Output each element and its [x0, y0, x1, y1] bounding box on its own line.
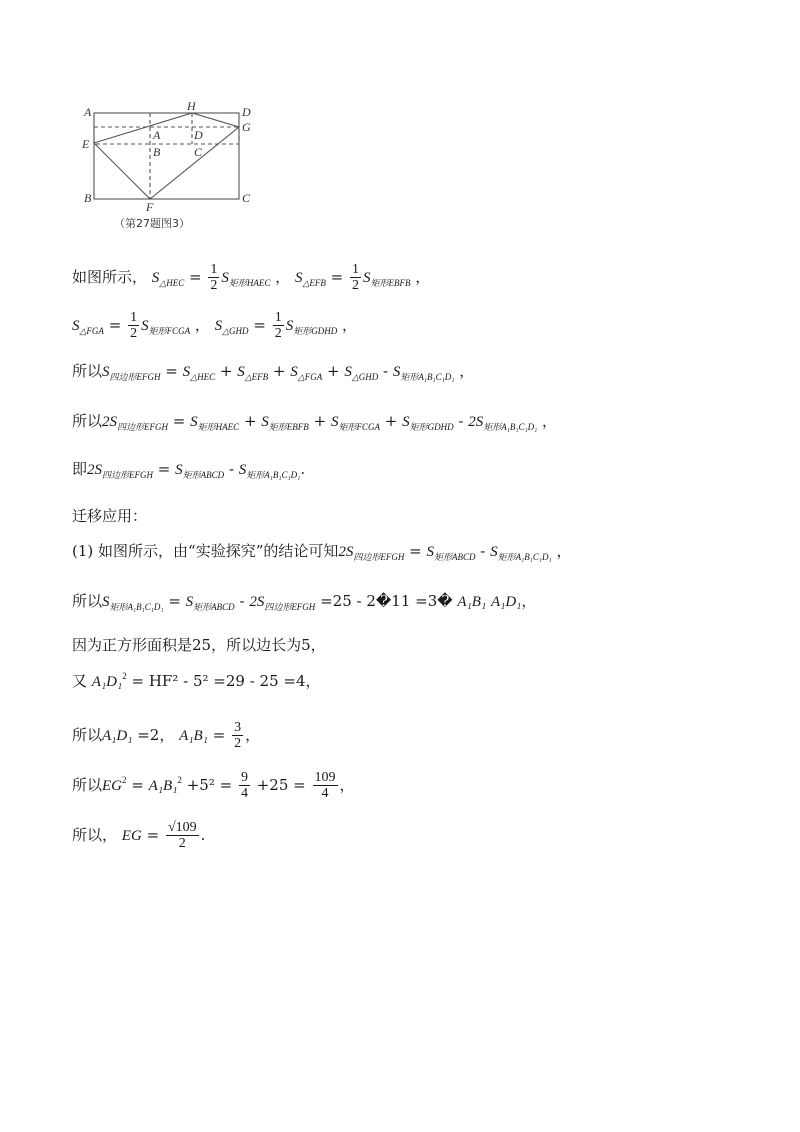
- math-symbol: S: [345, 544, 354, 560]
- label-A1: A: [153, 128, 161, 142]
- formula-line-11: [72, 720, 260, 752]
- math-symbol: S: [109, 414, 118, 430]
- suoyi-text: 所以: [72, 725, 103, 744]
- numerator: √109: [167, 820, 197, 835]
- exponent: 2: [177, 774, 182, 785]
- equals: =: [330, 267, 344, 286]
- you-text: 又: [72, 672, 88, 690]
- suoyi-text: 所以: [72, 775, 103, 794]
- label-H: H: [187, 99, 196, 113]
- fraction: [313, 770, 338, 802]
- math-symbol: S: [175, 462, 183, 478]
- fraction: [273, 310, 284, 342]
- label-E: E: [82, 137, 90, 151]
- geometry-figure: [70, 96, 260, 242]
- subscript: 矩形A₁B₁C₁D₁: [400, 372, 455, 382]
- math-symbol: S: [151, 269, 160, 286]
- math-symbol: S: [190, 414, 198, 430]
- numerator: 1: [274, 310, 282, 325]
- formula-line-1: [72, 262, 430, 294]
- equals: =: [131, 775, 144, 794]
- math-symbol: S: [237, 364, 245, 380]
- denominator: 2: [234, 736, 242, 752]
- equals: =: [168, 592, 181, 610]
- math-symbol: S: [185, 594, 194, 610]
- plus: +: [272, 362, 286, 380]
- label-B: B: [84, 191, 92, 205]
- label-C1: C: [194, 145, 203, 159]
- numerator: 1: [352, 262, 359, 277]
- formula-line-10: [72, 670, 321, 691]
- numerator: 1: [210, 262, 218, 277]
- minus: -: [480, 542, 486, 560]
- coefficient: 2: [338, 544, 346, 560]
- equals: =: [108, 315, 122, 334]
- denominator: 4: [240, 786, 248, 802]
- comma: ，: [459, 362, 475, 380]
- subscript: △EFB: [302, 277, 326, 288]
- quadrilateral-EFGH: [94, 113, 239, 199]
- minus: -: [228, 460, 235, 478]
- plus: +: [384, 412, 398, 430]
- suoyi-text: 所以: [72, 592, 103, 610]
- math-symbol: S: [102, 594, 110, 610]
- problem-text: 如图所示，由“实验探究”的结论可知: [98, 542, 339, 560]
- label-F: F: [146, 200, 154, 214]
- plus: +: [313, 412, 327, 430]
- subscript: 矩形GDHD: [293, 325, 338, 336]
- math-symbol: S: [330, 414, 339, 430]
- plus: +: [243, 412, 257, 430]
- comma: ，: [245, 725, 261, 744]
- subscript: △GHD: [351, 372, 379, 382]
- math-symbol: S: [402, 414, 410, 430]
- label-A: A: [84, 105, 92, 119]
- formula-line-2: [72, 310, 357, 342]
- math-symbol: S: [290, 364, 298, 380]
- equation-tail: = HF² - 5² =29 - 25 =4: [131, 672, 306, 690]
- minus: -: [239, 592, 245, 610]
- math-symbol: S: [261, 414, 269, 430]
- comma: ，: [339, 775, 355, 794]
- fraction: [350, 262, 361, 294]
- subscript: 四边形EFGH: [109, 372, 161, 382]
- math-symbol: S: [102, 364, 110, 380]
- figure-caption: （第27题图3）: [114, 217, 190, 230]
- equals: =: [212, 725, 226, 744]
- equals: =: [172, 412, 186, 430]
- rectangle-A1B1C1D1: [94, 127, 239, 144]
- subscript: 矩形HAEC: [228, 277, 271, 288]
- math-symbol: S: [426, 544, 435, 560]
- exponent: 2: [122, 774, 127, 785]
- math-symbol: S: [285, 317, 294, 334]
- formula-line-8: [72, 590, 536, 613]
- numerator: 3: [234, 720, 242, 735]
- subscript: 矩形FCGA: [148, 325, 191, 336]
- math-symbol: S: [72, 317, 80, 334]
- subscript: 四边形EFGH: [102, 470, 154, 480]
- segment-A1D1: A₁D₁: [490, 594, 522, 610]
- fraction: [166, 820, 199, 852]
- section-heading: 迁移应用：: [72, 507, 148, 525]
- denominator: 2: [210, 278, 218, 294]
- label-D: D: [242, 105, 251, 119]
- subscript: 四边形EFGH: [117, 422, 169, 432]
- denominator: 2: [130, 326, 138, 342]
- subscript: △FGA: [79, 325, 104, 336]
- comma: ，: [305, 672, 321, 690]
- coefficient: 2: [249, 594, 257, 610]
- math-symbol: S: [344, 364, 352, 380]
- ji-text: 即: [72, 460, 88, 478]
- subscript: △HEC: [159, 277, 185, 288]
- comma: ，: [194, 315, 210, 334]
- equals: =: [146, 825, 160, 844]
- label-C: C: [242, 191, 251, 205]
- exponent: 2: [122, 671, 127, 681]
- fraction: [239, 770, 250, 802]
- plus: +: [219, 362, 233, 380]
- fraction: [232, 720, 243, 752]
- formula-line-13: 所以， EG = $\frac{√109}{2}$ .: [72, 820, 206, 852]
- math-symbol: S: [221, 269, 229, 286]
- suoyi-text: 所以: [72, 412, 103, 430]
- math-symbol: S: [214, 317, 223, 334]
- math-symbol: S: [294, 269, 303, 286]
- coefficient: 2: [87, 462, 95, 478]
- suoyi-text: 所以，: [72, 825, 118, 844]
- comma: ，: [159, 725, 175, 744]
- segment-EG: EG: [102, 777, 123, 794]
- segment-A1B1: A₁B₁: [457, 594, 487, 610]
- formula-line-7: [72, 540, 571, 563]
- denominator: 2: [274, 326, 282, 342]
- equals: =: [409, 542, 422, 560]
- subscript: 矩形GDHD: [409, 422, 454, 432]
- subscript: 矩形A₁B₁C₁D₁: [246, 470, 301, 480]
- equation-middle: +5² =: [186, 775, 233, 794]
- minus: -: [458, 412, 464, 430]
- intro-text: 如图所示，: [72, 267, 148, 286]
- denominator: 2: [352, 278, 359, 294]
- formula-line-3: [72, 360, 474, 383]
- subscript: △HEC: [190, 372, 216, 382]
- label-G: G: [242, 120, 251, 134]
- equals: =: [189, 267, 202, 286]
- math-symbol: S: [94, 462, 103, 478]
- equals: =: [165, 362, 178, 380]
- math-symbol: S: [182, 364, 191, 380]
- math-symbol: S: [256, 594, 265, 610]
- math-symbol: S: [392, 364, 401, 380]
- math-symbol: S: [141, 317, 149, 334]
- subscript: 矩形A₁B₁C₁D₁: [483, 422, 538, 432]
- subscript: 矩形ABCD: [182, 470, 225, 480]
- numerator: 1: [130, 310, 138, 325]
- denominator: 4: [313, 785, 338, 801]
- numerator: 9: [240, 770, 248, 785]
- subscript: 四边形EFGH: [264, 602, 316, 612]
- fraction: [128, 310, 139, 342]
- comma: ，: [556, 542, 572, 560]
- segment-A1D1: A₁D₁: [102, 727, 133, 744]
- comma: ，: [275, 267, 291, 286]
- subscript: 矩形EBFB: [268, 422, 309, 432]
- segment-A1D1: A₁D₁: [91, 674, 123, 690]
- subscript: 矩形EBFB: [370, 277, 411, 288]
- subscript: △EFB: [244, 372, 269, 382]
- formula-line-12: [72, 770, 355, 802]
- math-symbol: S: [490, 544, 498, 560]
- subscript: 矩形ABCD: [434, 552, 476, 562]
- side-length-statement: 因为正方形面积是25，所以边长为5，: [72, 636, 326, 654]
- formula-line-4: [72, 410, 557, 433]
- math-symbol: S: [363, 269, 371, 286]
- plus: +: [326, 362, 340, 380]
- segment-EG: EG: [121, 827, 142, 844]
- problem-number: (1): [72, 542, 94, 560]
- math-symbol: S: [238, 462, 247, 478]
- label-D1: D: [194, 128, 203, 142]
- coefficient: 2: [468, 414, 476, 430]
- math-symbol: S: [475, 414, 484, 430]
- minus: -: [383, 362, 389, 380]
- subscript: 矩形A₁B₁C₁D₁: [497, 552, 552, 562]
- numerator: 109: [314, 770, 336, 785]
- equals: =: [157, 460, 171, 478]
- subscript: 矩形HAEC: [197, 422, 240, 432]
- equals: =: [253, 315, 266, 334]
- comma: ，: [542, 412, 558, 430]
- label-B1: B: [153, 145, 161, 159]
- value: =2: [137, 725, 160, 744]
- subscript: 矩形A₁B₁C₁D₁: [109, 602, 164, 612]
- formula-line-5: 即$2S_{四边形EFGH} = S_{矩形ABCD} - S_{矩形A_1B_1C_1D_1}$.: [72, 460, 306, 480]
- subscript: 矩形FCGA: [338, 422, 380, 432]
- equation-plus: +25 =: [256, 775, 306, 794]
- subscript: 矩形ABCD: [193, 602, 235, 612]
- suoyi-text: 所以: [72, 362, 103, 380]
- denominator: 2: [166, 835, 199, 851]
- segment-A1B1: A₁B₁: [148, 777, 178, 794]
- subscript: △GHD: [222, 325, 249, 336]
- equation-tail: =25 - 2�11 =3�: [320, 592, 453, 610]
- subscript: 四边形EFGH: [353, 552, 405, 562]
- comma: ，: [415, 267, 431, 286]
- comma: ，: [341, 315, 357, 334]
- comma: ，: [521, 592, 537, 610]
- coefficient: 2: [102, 414, 110, 430]
- subscript: △FGA: [297, 372, 323, 382]
- segment-A1B1: A₁B₁: [179, 727, 208, 744]
- fraction: [208, 262, 219, 294]
